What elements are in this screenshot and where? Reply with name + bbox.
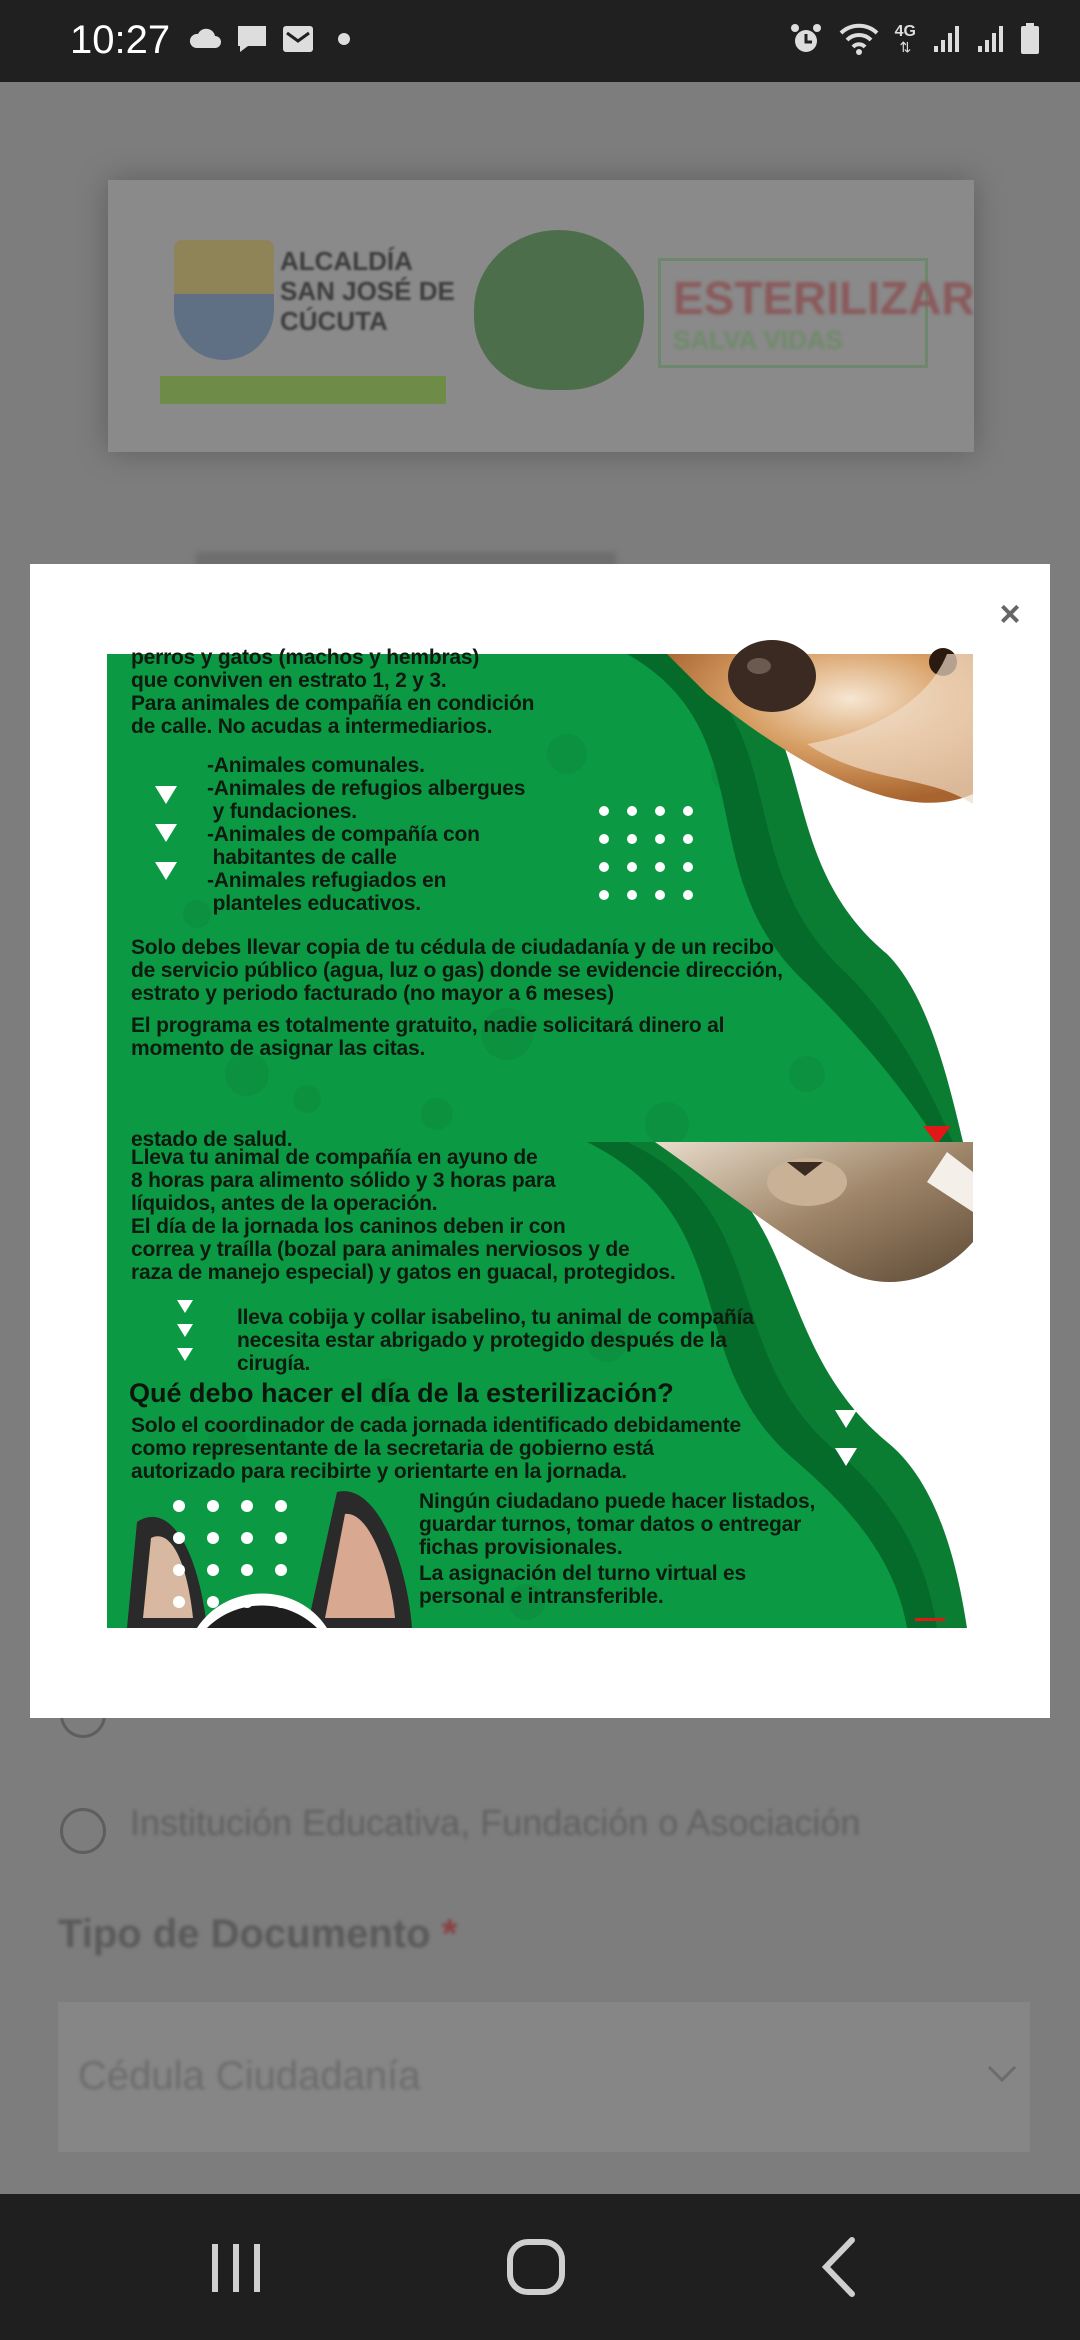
panel2-blanket-text: lleva cobija y collar isabelino, tu animal de compañía necesita estar abrigado y protegido después de la cirugía.	[237, 1306, 754, 1375]
document-type-value: Cédula Ciudadanía	[78, 2054, 421, 2098]
bullet-6-icon	[177, 1348, 193, 1361]
esterilizar-logo	[658, 258, 975, 368]
bullet-8-icon	[835, 1410, 857, 1428]
back-button[interactable]	[800, 2234, 880, 2300]
mail-icon	[282, 24, 314, 54]
image-modal	[30, 564, 1050, 1718]
panel1-requirements-text: Solo debes llevar copia de tu cédula de ciudadanía y de un recibo de servicio público (agua, luz o gas) donde se evidencie dirección, estrato y periodo facturado (no mayor a 6 meses)	[131, 936, 783, 1005]
home-button[interactable]	[496, 2234, 576, 2300]
cucuta-shield-logo	[174, 240, 274, 360]
navigation-bar	[0, 2194, 1080, 2340]
status-icons-left	[188, 24, 350, 54]
panel1-intro-text: perros y gatos (machos y hembras) que conviven en estrato 1, 2 y 3. Para animales de compañía en condición de calle. No acudas a intermediarios.	[131, 646, 535, 738]
radio-institucion-label: Institución Educativa, Fundación o Asociación	[130, 1802, 861, 1843]
info-image-panel-2	[107, 1128, 973, 1628]
document-type-label	[58, 1912, 457, 1957]
header-logo-card	[108, 180, 974, 452]
document-type-select[interactable]	[58, 2002, 1030, 2152]
panel1-list-text: -Animales comunales. -Animales de refugios albergues y fundaciones. -Animales de compañía con habitantes de calle -Animales refugiados en planteles educativos.	[207, 754, 526, 915]
cloud-icon	[188, 28, 222, 50]
panel2-coordinator-text: Solo el coordinador de cada jornada identificado debidamente como representante de la secretaria de gobierno está autorizado para recibirte y orientarte en la jornada.	[131, 1414, 741, 1483]
wifi-icon	[839, 23, 879, 55]
back-icon	[800, 2234, 880, 2300]
bullet-4-icon	[177, 1300, 193, 1313]
radio-institucion[interactable]	[60, 1808, 106, 1854]
recent-apps-icon	[196, 2234, 276, 2300]
document-type-label-text: Tipo de Documento	[58, 1912, 431, 1956]
bullet-9-icon	[835, 1448, 857, 1466]
notification-dot-icon	[338, 33, 350, 45]
chevron-down-icon	[988, 2054, 1016, 2082]
bullet-1-icon	[155, 786, 177, 804]
signal-icon	[932, 24, 960, 54]
decorative-dots-icon	[599, 806, 693, 900]
message-icon	[236, 24, 268, 54]
heart-paw-logo	[474, 230, 644, 390]
status-time: 10:27	[70, 18, 171, 62]
signal-icon	[976, 24, 1004, 54]
network-type-label: 4G	[894, 23, 916, 40]
info-image-panel-1	[107, 646, 973, 1142]
panel2-cut-top-text: estado de salud.	[131, 1128, 293, 1151]
red-marker-line	[915, 1618, 945, 1621]
esterilizar-logo-subtitle: SALVA VIDAS	[673, 325, 843, 355]
bullet-3-icon	[155, 862, 177, 880]
bullet-5-icon	[177, 1324, 193, 1337]
battery-icon	[1020, 23, 1040, 55]
home-icon	[496, 2234, 576, 2300]
panel2-personal-turn-text: La asignación del turno virtual es personal e intransferible.	[419, 1562, 746, 1608]
alarm-icon	[789, 22, 823, 56]
status-bar	[0, 0, 1080, 82]
panel2-question-heading: Qué debo hacer el día de la esterilización?	[129, 1378, 674, 1408]
alcaldia-logo-text: ALCALDÍA SAN JOSÉ DE CÚCUTA	[280, 246, 455, 336]
panel2-no-lists-text: Ningún ciudadano puede hacer listados, guardar turnos, tomar datos o entregar fichas provisionales.	[419, 1490, 816, 1559]
esterilizar-logo-title: ESTERILIZAR	[673, 272, 975, 324]
required-mark: *	[441, 1912, 458, 1956]
close-button[interactable]: ×	[999, 593, 1021, 634]
network-4g-icon: 4G ⇅	[894, 23, 916, 55]
panel2-fasting-text: Lleva tu animal de compañía en ayuno de 8 horas para alimento sólido y 3 horas para líquidos, antes de la operación. El día de la jornada los caninos deben ir con correa y traílla (bozal para animales nerviosos y de raza de manejo especial) y gatos en guacal, protegidos.	[131, 1146, 676, 1284]
status-icons-right	[789, 22, 1040, 56]
logo-green-bar	[160, 376, 446, 404]
bullet-7-icon	[835, 1372, 857, 1390]
panel1-free-note-text: El programa es totalmente gratuito, nadie solicitará dinero al momento de asignar las citas.	[131, 1014, 725, 1060]
recent-apps-button[interactable]	[196, 2234, 276, 2300]
bullet-2-icon	[155, 824, 177, 842]
decorative-dots-icon	[173, 1500, 287, 1608]
